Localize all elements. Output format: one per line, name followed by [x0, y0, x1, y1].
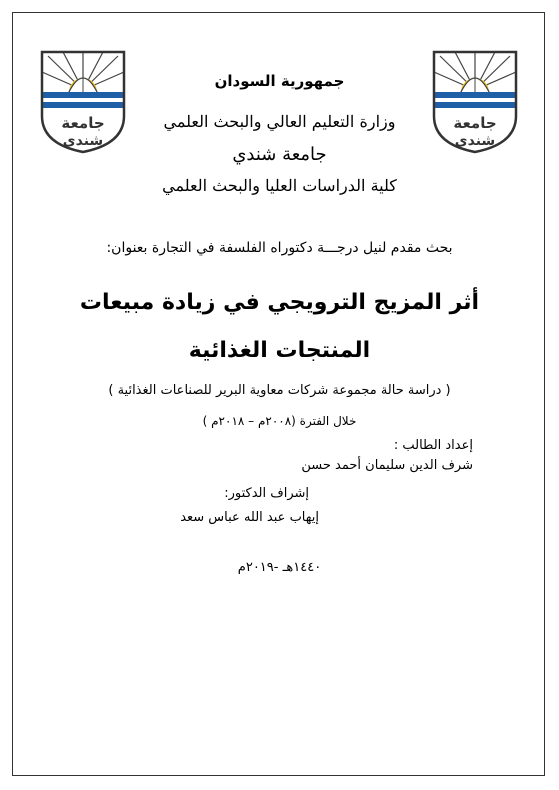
study-period: خلال الفترة (٢٠٠٨م – ٢٠١٨م ) [202, 414, 357, 428]
intro-text: بحث مقدم لنيل درجـــة دكتوراه الفلسفة في التجارة بعنوان: [106, 240, 453, 256]
thesis-title-line2: المنتجات الغذائية [188, 338, 371, 363]
logo-text-1: جامعة [61, 114, 105, 132]
logo-text-2: شندي [62, 133, 104, 149]
country-name: جمهورية السودان [214, 72, 345, 90]
submission-date: ١٤٤٠هـ -٢٠١٩م [237, 560, 322, 575]
case-study: ( دراسة حالة مجموعة شركات معاوية البرير للصناعات الغذائية ) [108, 383, 451, 398]
ministry-name: وزارة التعليم العالي والبحث العلمي [163, 112, 396, 131]
university-name: جامعة شندي [232, 144, 327, 165]
logo-text-1: جامعة [453, 114, 497, 132]
college-name: كلية الدراسات العليا والبحث العلمي [162, 176, 397, 195]
university-logo-left [38, 48, 128, 156]
supervisor-name: إيهاب عبد الله عباس سعد [180, 510, 319, 525]
logo-text-2: شندي [454, 133, 496, 149]
student-label: إعداد الطالب : [393, 438, 473, 453]
university-logo-right [430, 48, 520, 156]
thesis-title-line1: أثر المزيج الترويجي في زيادة مبيعات [79, 290, 480, 315]
supervisor-label: إشراف الدكتور: [224, 486, 309, 501]
student-name: شرف الدين سليمان أحمد حسن [301, 458, 473, 473]
